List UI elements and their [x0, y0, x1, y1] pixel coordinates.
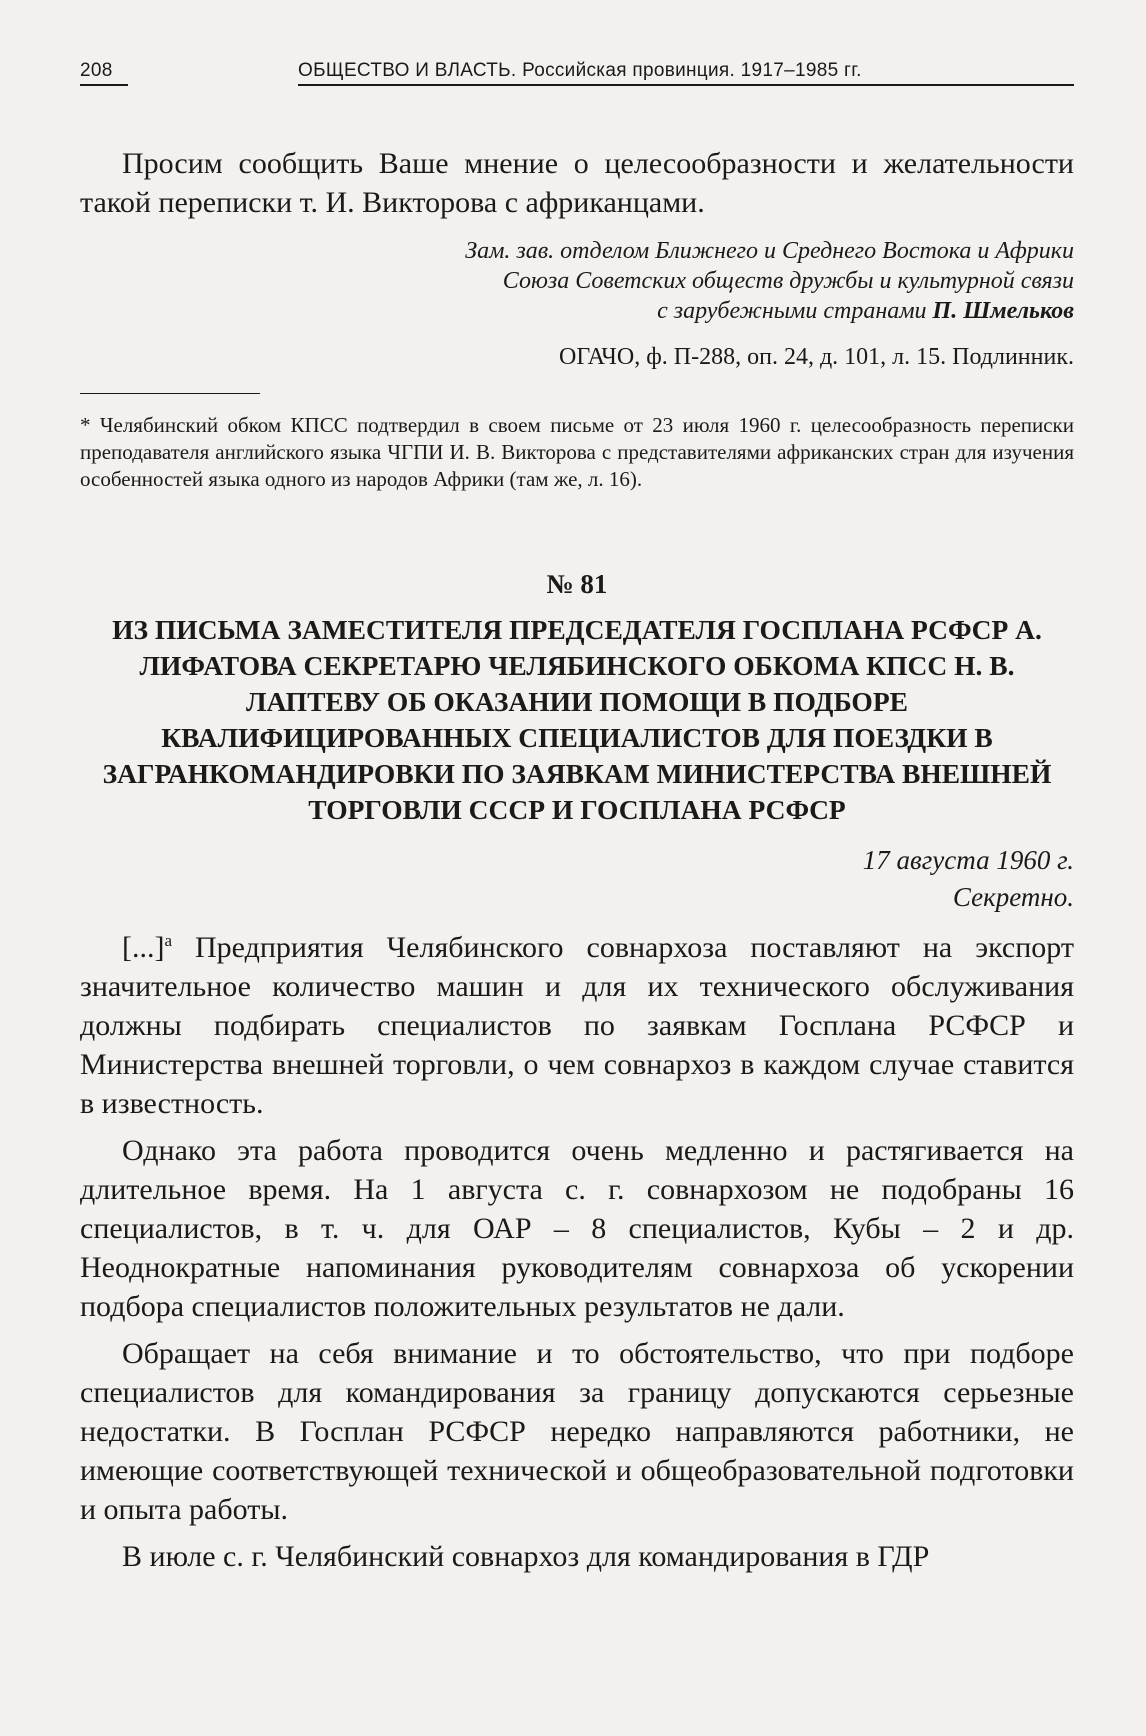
document-body [80, 928, 1074, 1576]
signature-block [80, 236, 1074, 326]
document-title: ИЗ ПИСЬМА ЗАМЕСТИТЕЛЯ ПРЕДСЕДАТЕЛЯ ГОСПЛАНА РСФСР А. ЛИФАТОВА СЕКРЕТАРЮ ЧЕЛЯБИНСКОГО ОБКОМА КПСС Н. В. ЛАПТЕВУ ОБ ОКАЗАНИИ ПОМОЩИ В ПОДБОРЕ КВАЛИФИЦИРОВАННЫХ СПЕЦИАЛИСТОВ ДЛЯ ПОЕЗДКИ В ЗАГРАНКОМАНДИРОВКИ ПО ЗАЯВКАМ МИНИСТЕРСТВА ВНЕШНЕЙ ТОРГОВЛИ СССР И ГОСПЛАНА РСФСР [102, 614, 1052, 825]
document-date: 17 августа 1960 г. [862, 845, 1074, 875]
footnote: * Челябинский обком КПСС подтвердил в своем письме от 23 июля 1960 г. целесообразность переписки преподавателя английского языка ЧГПИ И. В. Викторова с представителями африканских стран для изучения особенностей языка одного из народов Африки (там же, л. 16). [80, 413, 1074, 491]
body-paragraph: Однако эта работа проводится очень медленно и растягивается на длительное время. На 1 августа с. г. совнархозом не подобраны 16 специалистов, в т. ч. для ОАР – 8 специалистов, Кубы – 2 и др. Неоднократные напоминания руководителям совнархоза об ускорении подбора специалистов положительных результатов не дали. [80, 1134, 1074, 1323]
body-paragraph-text: Предприятия Челябинского совнархоза поставляют на экспорт значительное количество машин и для их технического обслуживания должны подбирать специалистов по заявкам Госплана РСФСР и Министерства внешней торговли, о чем совнархоз в каждом случае ставится в известность. [80, 931, 1074, 1120]
page-number: 208 [80, 60, 128, 86]
footnote-divider [80, 393, 260, 394]
body-paragraph: В июле с. г. Челябинский совнархоз для командирования в ГДР [122, 1540, 930, 1573]
running-title: ОБЩЕСТВО И ВЛАСТЬ. Российская провинция. 1917–1985 гг. [298, 60, 1074, 86]
omission-mark: [...] [122, 931, 165, 964]
signature-line-text: с зарубежными странами [657, 298, 927, 324]
signature-line: Союза Советских обществ дружбы и культурной связи [502, 268, 1074, 294]
document-page [80, 60, 1074, 1584]
body-paragraph: Обращает на себя внимание и то обстоятельство, что при подборе специалистов для командирования за границу допускаются серьезные недостатки. В Госплан РСФСР нередко направляются работники, не имеющие соответствующей технической и общеобразовательной подготовки и опыта работы. [80, 1337, 1074, 1526]
signature-line: Зам. зав. отделом Ближнего и Среднего Востока и Африки [465, 238, 1074, 264]
archive-reference: ОГАЧО, ф. П-288, оп. 24, д. 101, л. 15. Подлинник. [559, 344, 1074, 370]
prev-doc-closing-paragraph: Просим сообщить Ваше мнение о целесообразности и желательности такой переписки т. И. Викторова с африканцами. [80, 147, 1074, 219]
running-header [80, 60, 1074, 86]
body-paragraph [80, 928, 1074, 1123]
document-number: № 81 [546, 569, 608, 599]
signature-line [80, 296, 1074, 326]
classification-mark: Секретно. [952, 882, 1074, 912]
footnote-ref: а [164, 931, 173, 950]
signature-name: П. Шмельков [932, 298, 1074, 324]
